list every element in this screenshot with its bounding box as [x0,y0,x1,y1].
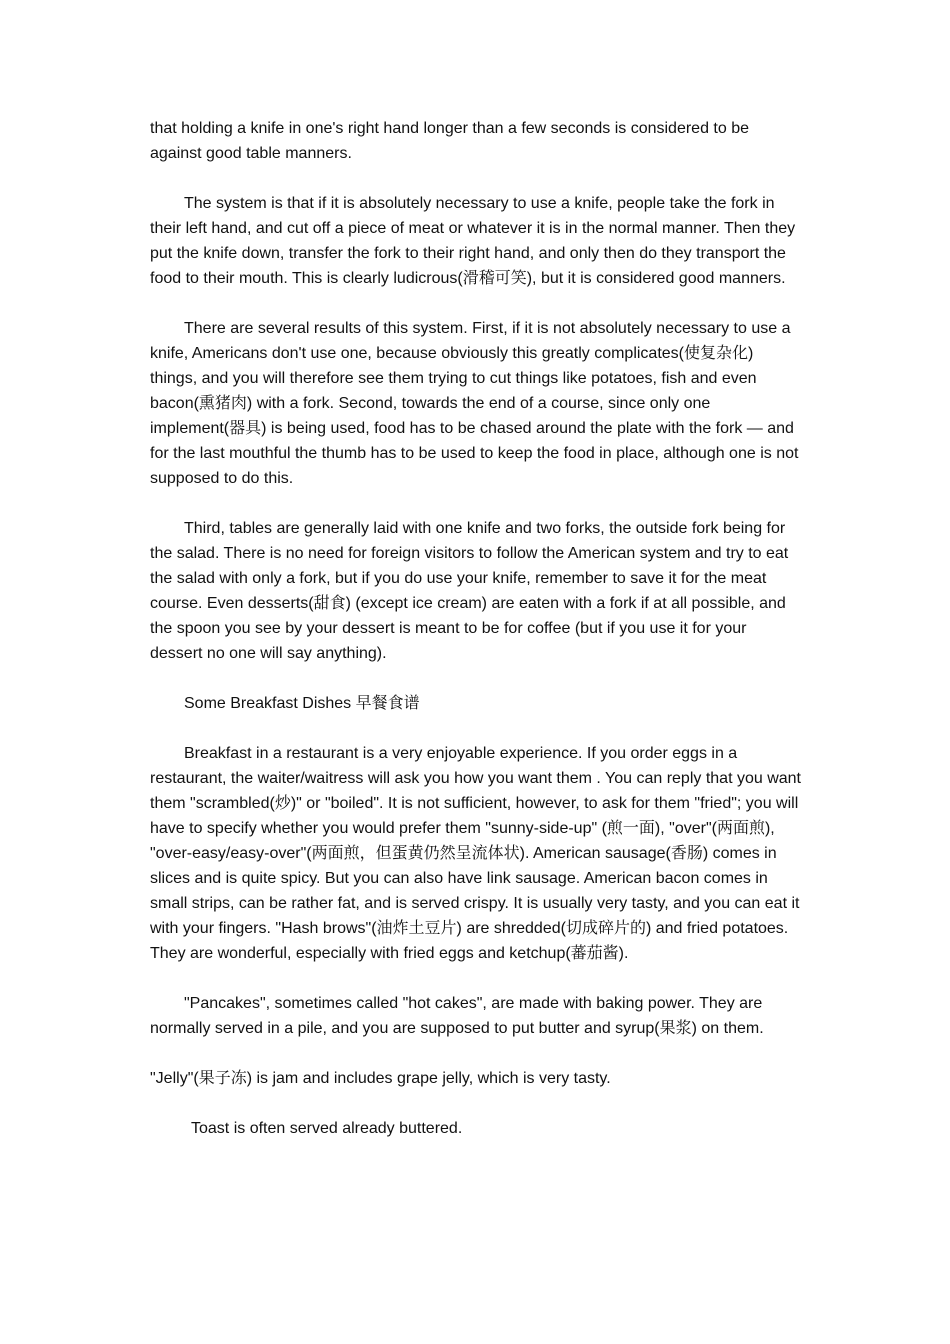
paragraph-knife-system: The system is that if it is absolutely necessary to use a knife, people take the fork in their left hand, and cut off a piece of meat or whatever it is in the normal manner. Then they put the knife down, transfer the fork to their right hand, and only then do they transport the food to their mouth. This is clearly ludicrous(滑稽可笑), but it is considered good manners. [150,195,796,287]
paragraph-table-manners-continued: that holding a knife in one's right hand longer than a few seconds is considered to be against good table manners. [150,120,750,162]
paragraph-breakfast-eggs: Breakfast in a restaurant is a very enjoyable experience. If you order eggs in a restaurant, the waiter/waitress will ask you how you want them . You can reply that you want them "scrambled(炒)" or "boiled". It is not sufficient, however, to ask for them "fried"; you will have to specify whether you would prefer them "sunny-side-up" (煎一面), "over"(两面煎), "over-easy/easy-over"(两面煎，但蛋黄仍然呈流体状). American sausage(香肠) comes in slices and is quite spicy. But you can also have link sausage. American bacon comes in small strips, can be rather fat, and is served crispy. It is usually very tasty, and you can eat it with your fingers. "Hash brows"(油炸土豆片) are shredded(切成碎片的) and fried potatoes. They are wonderful, especially with fried eggs and ketchup(蕃茄酱). [150,745,801,962]
paragraph-table-settings: Third, tables are generally laid with one knife and two forks, the outside fork being for the salad. There is no need for foreign visitors to follow the American system and try to eat the salad with only a fork, but if you do use your knife, remember to save it for the meat course. Even desserts(甜食) (except ice cream) are eaten with a fork if at all possible, and the spoon you see by your dessert is meant to be for coffee (but if you use it for your dessert no one will say anything). [150,520,789,662]
paragraph-jelly: "Jelly"(果子冻) is jam and includes grape jelly, which is very tasty. [150,1070,611,1087]
section-heading-breakfast-dishes: Some Breakfast Dishes 早餐食谱 [184,695,420,712]
document-body [150,116,802,1166]
paragraph-pancakes: "Pancakes", sometimes called "hot cakes", are made with baking power. They are normally served in a pile, and you are supposed to put butter and syrup(果浆) on them. [150,995,764,1037]
paragraph-toast: Toast is often served already buttered. [191,1120,463,1137]
paragraph-system-results: There are several results of this system. First, if it is not absolutely necessary to use a knife, Americans don't use one, because obviously this greatly complicates(使复杂化) things, and you will therefore see them trying to cut things like potatoes, fish and even bacon(熏猪肉) with a fork. Second, towards the end of a course, since only one implement(器具) is being used, food has to be chased around the plate with the fork — and for the last mouthful the thumb has to be used to keep the food in place, although one is not supposed to do this. [150,320,799,487]
